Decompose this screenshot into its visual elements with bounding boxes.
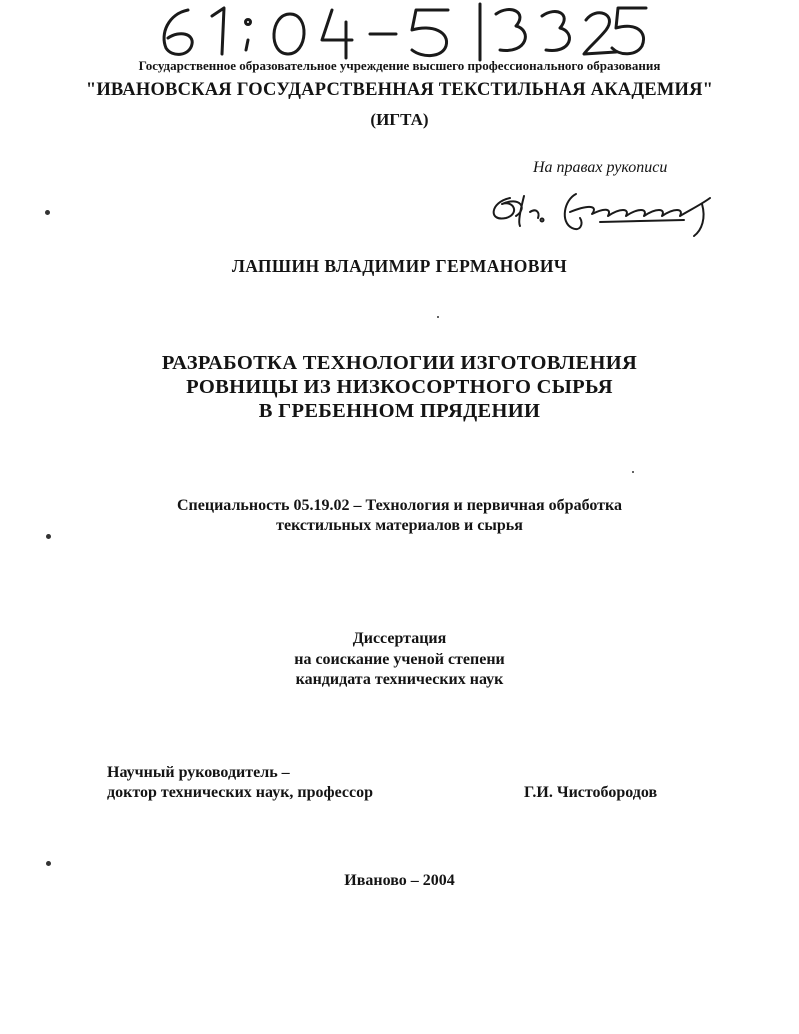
author-signature bbox=[480, 178, 740, 238]
dissertation-title-line-2: РОВНИЦЫ ИЗ НИЗКОСОРТНОГО СЫРЬЯ bbox=[186, 376, 613, 398]
scan-speck bbox=[46, 861, 51, 866]
author-name: ЛАПШИН ВЛАДИМИР ГЕРМАНОВИЧ bbox=[231, 256, 568, 276]
scan-speck bbox=[46, 534, 51, 539]
supervisor-role-line-1: Научный руководитель – bbox=[107, 764, 290, 781]
institution-line: Государственное образовательное учреждение высшего профессионального образования bbox=[138, 58, 661, 73]
dissertation-title-line-3: В ГРЕБЕННОМ ПРЯДЕНИИ bbox=[258, 400, 541, 422]
specialty-line-1: Специальность 05.19.02 – Технология и первичная обработка bbox=[176, 497, 622, 514]
city-year: Иваново – 2004 bbox=[344, 872, 455, 889]
dissertation-label: Диссертация bbox=[352, 630, 447, 647]
dissertation-title-line-1: РАЗРАБОТКА ТЕХНОЛОГИИ ИЗГОТОВЛЕНИЯ bbox=[161, 352, 638, 374]
supervisor-name: Г.И. Чистобородов bbox=[524, 784, 658, 801]
academy-name: "ИВАНОВСКАЯ ГОСУДАРСТВЕННАЯ ТЕКСТИЛЬНАЯ АКАДЕМИЯ" bbox=[85, 80, 714, 100]
academy-abbreviation: (ИГТА) bbox=[370, 110, 429, 129]
degree-line-1: на соискание ученой степени bbox=[294, 651, 505, 668]
scan-speck bbox=[632, 471, 634, 473]
manuscript-note: На правах рукописи bbox=[533, 159, 668, 176]
specialty-line-2: текстильных материалов и сырья bbox=[276, 517, 523, 534]
handwritten-archive-number bbox=[150, 0, 650, 62]
degree-line-2: кандидата технических наук bbox=[295, 671, 504, 688]
supervisor-role-line-2: доктор технических наук, профессор bbox=[107, 784, 374, 801]
scan-speck bbox=[45, 210, 50, 215]
scan-speck bbox=[437, 316, 439, 318]
